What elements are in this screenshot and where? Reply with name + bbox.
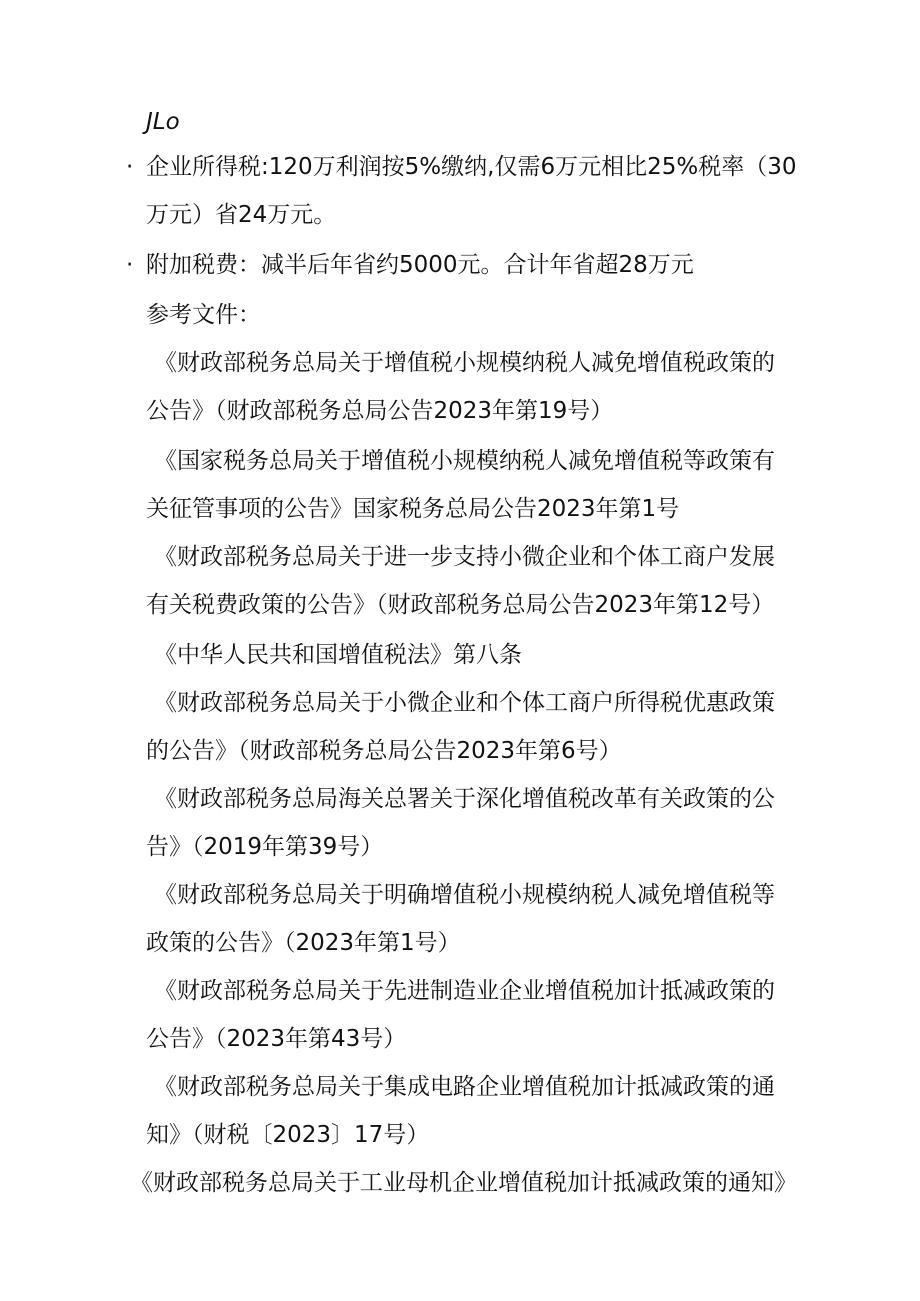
reference-item-continuation: 公告》（2023年第43号） bbox=[146, 1026, 407, 1052]
reference-item-continuation: 关征管事项的公告》国家税务总局公告2023年第1号 bbox=[146, 496, 680, 522]
reference-item: 《财政部税务总局关于集成电路企业增值税加计抵减政策的通 bbox=[154, 1074, 775, 1100]
reference-item: 《财政部税务总局关于先进制造业企业增值税加计抵减政策的 bbox=[154, 978, 775, 1004]
bullet-marker: · bbox=[126, 154, 134, 180]
reference-item: 《财政部税务总局关于小微企业和个体工商户所得税优惠政策 bbox=[154, 690, 775, 716]
reference-item-continuation: 有关税费政策的公告》（财政部税务总局公告2023年第12号） bbox=[146, 592, 775, 618]
reference-item-continuation: 告》（2019年第39号） bbox=[146, 834, 384, 860]
reference-item-continuation: 公告》（财政部税务总局公告2023年第19号） bbox=[146, 398, 614, 424]
reference-item: 《财政部税务总局关于增值税小规模纳税人减免增值税政策的 bbox=[154, 350, 775, 376]
references-heading: 参考文件： bbox=[146, 302, 261, 328]
reference-item: 《中华人民共和国增值税法》第八条 bbox=[154, 642, 522, 668]
reference-item-continuation: 政策的公告》（2023年第1号） bbox=[146, 930, 461, 956]
corporate-income-tax-line: 企业所得税:120万利润按5%缴纳,仅需6万元相比25%税率（30 bbox=[146, 154, 797, 180]
text-fragment: JLo bbox=[146, 109, 180, 135]
reference-item: 《财政部税务总局海关总署关于深化增值税改革有关政策的公 bbox=[154, 786, 775, 812]
bullet-marker: · bbox=[126, 252, 134, 278]
reference-item: 《财政部税务总局关于明确增值税小规模纳税人减免增值税等 bbox=[154, 882, 775, 908]
surcharge-line: 附加税费：减半后年省约5000元。合计年省超28万元 bbox=[146, 252, 694, 278]
corporate-income-tax-continuation: 万元）省24万元。 bbox=[146, 202, 337, 228]
reference-item: 《财政部税务总局关于进一步支持小微企业和个体工商户发展 bbox=[154, 544, 775, 570]
reference-item: 《国家税务总局关于增值税小规模纳税人减免增值税等政策有 bbox=[154, 448, 775, 474]
reference-item-continuation: 的公告》（财政部税务总局公告2023年第6号） bbox=[146, 738, 622, 764]
reference-item: 《财政部税务总局关于工业母机企业增值税加计抵减政策的通知》 bbox=[130, 1170, 797, 1196]
reference-item-continuation: 知》（财税〔2023〕17号） bbox=[146, 1122, 430, 1148]
